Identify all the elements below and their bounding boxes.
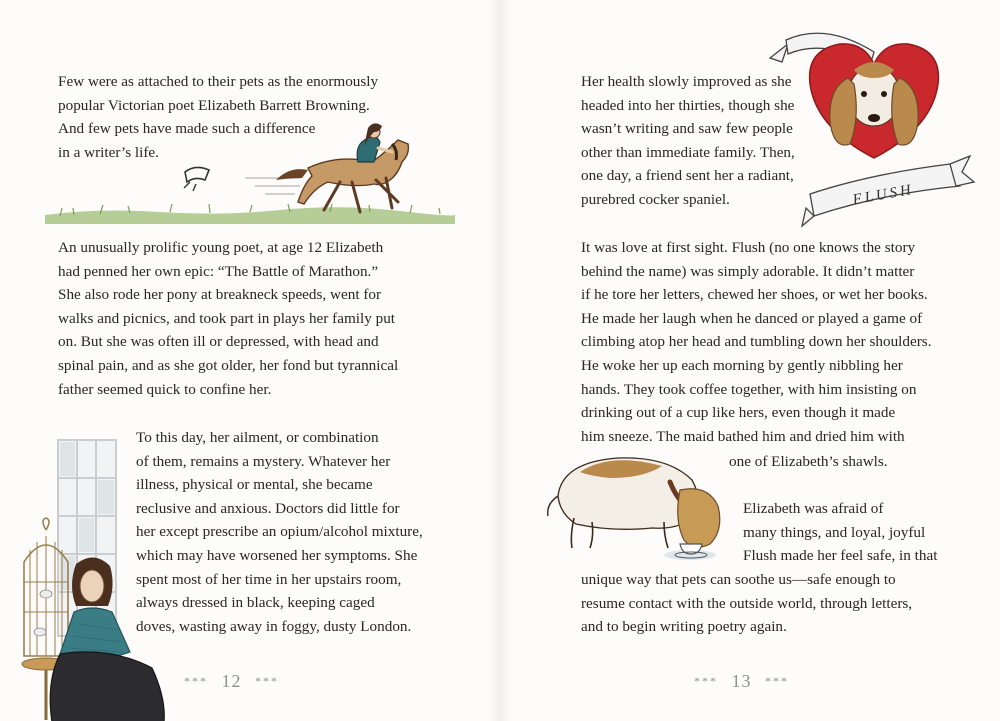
left-paragraph-2: An unusually prolific young poet, at age 12 Elizabeth had penned her own epic: “The Battle of Marathon.” She also rode her pony at breakneck speeds, went for walks and picnics, and took part in plays her family put on. But she was often ill or depressed, with head and spinal pain, and as she got older, her fond but tyrannical father seemed quick to confine her. bbox=[58, 239, 399, 398]
folio-ornament-left: *** bbox=[184, 674, 208, 688]
page-number-left bbox=[184, 671, 279, 692]
folio-ornament-left-end: *** bbox=[255, 674, 279, 688]
page-number-left-value: 12 bbox=[221, 671, 242, 691]
left-paragraph-3: To this day, her ailment, or combination of them, remains a mystery. Whatever her illness, physical or mental, she became reclusive and anxious. Doctors did little for her except prescribe an opium/alcohol mixture, which may have worsened her symptoms. She spent most of her time in her upstairs room, always dressed in black, keeping caged doves, wasting away in foggy, dusty London. bbox=[136, 429, 423, 635]
spaniel-drinking-illustration bbox=[540, 452, 730, 562]
flush-banner-label: FLUSH bbox=[851, 181, 916, 209]
right-paragraph-3-full: unique way that pets can soothe us—safe enough to resume contact with the outside world, through letters, and to begin writing poetry again. bbox=[581, 571, 913, 636]
horse-rider-illustration bbox=[40, 120, 460, 230]
right-paragraph-3-indent: Elizabeth was afraid of many things, and loyal, joyful Flush made her feel safe, in that bbox=[743, 500, 938, 565]
right-paragraph-2: It was love at first sight. Flush (no one knows the story behind the name) was simply adorable. It didn’t matter if he tore her letters, chewed her shoes, or wet her books. He made her laugh when he danced or played a game of climbing atop her head and tumbling down her shoulders. He woke her up each morning by gently nibbling her hands. They took coffee together, with him insisting on drinking out of a cup like hers, even though it made him sneeze. The maid bathed him and dried him with bbox=[581, 239, 932, 445]
elizabeth-window-illustration bbox=[0, 432, 170, 721]
right-page bbox=[500, 0, 1000, 721]
page-number-right-value: 13 bbox=[731, 671, 752, 691]
flush-heart-banner-illustration bbox=[766, 18, 976, 228]
folio-ornament-right-end: *** bbox=[765, 674, 789, 688]
page-number-right bbox=[694, 671, 789, 692]
right-paragraph-2-tail: one of Elizabeth’s shawls. bbox=[729, 453, 888, 470]
left-paragraph-1: Few were as attached to their pets as the enormously popular Victorian poet Elizabeth Barrett Browning. And few pets have made such a difference in a writer’s life. bbox=[58, 73, 379, 161]
folio-ornament-right: *** bbox=[694, 674, 718, 688]
right-paragraph-1: Her health slowly improved as she headed into her thirties, though she wasn’t writing and saw few people other than immediate family. Then, one day, a friend sent her a radiant, purebred cocker spaniel. bbox=[581, 73, 795, 208]
